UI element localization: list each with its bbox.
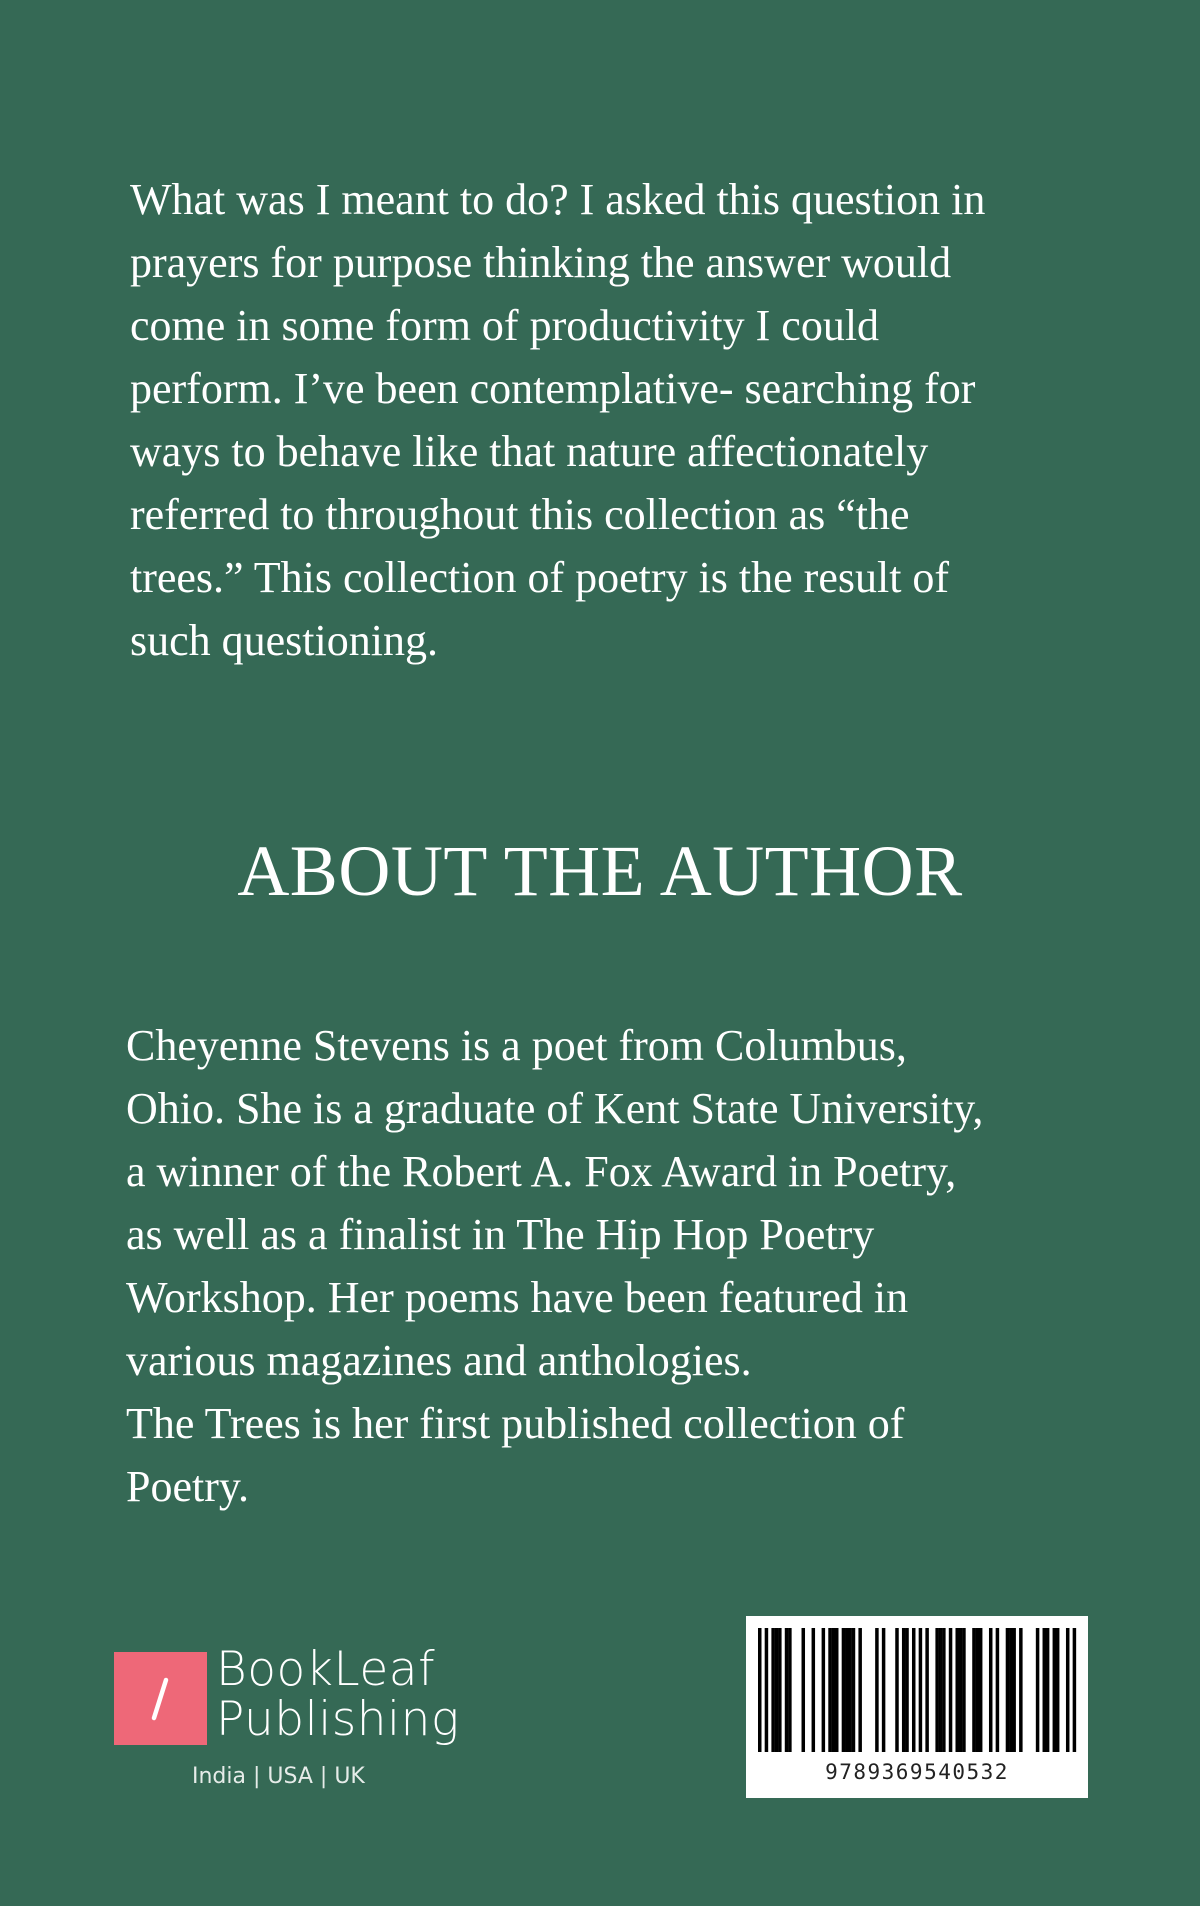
barcode-bar bbox=[1009, 1628, 1013, 1752]
barcode-bar bbox=[976, 1628, 980, 1752]
blurb-line: referred to throughout this collection as “the bbox=[130, 490, 910, 539]
bio-line: The Trees is her first published collection of bbox=[126, 1399, 905, 1448]
barcode-bar bbox=[785, 1628, 789, 1752]
barcode-bar bbox=[919, 1628, 923, 1752]
barcode-bar bbox=[1019, 1628, 1023, 1752]
isbn-number: 9789369540532 bbox=[825, 1760, 1009, 1784]
barcode-bar bbox=[828, 1628, 832, 1752]
barcode-bar bbox=[962, 1628, 966, 1752]
barcode-bar bbox=[882, 1628, 886, 1752]
bio-line: Ohio. She is a graduate of Kent State University, bbox=[126, 1084, 984, 1133]
barcode-bar bbox=[875, 1628, 879, 1752]
barcode-bar bbox=[852, 1628, 856, 1752]
bio-line: various magazines and anthologies. bbox=[126, 1336, 752, 1385]
barcode-bar bbox=[996, 1628, 1000, 1752]
about-author-heading: ABOUT THE AUTHOR bbox=[237, 831, 963, 911]
barcode-bar bbox=[1066, 1628, 1070, 1752]
blurb-line: such questioning. bbox=[130, 616, 438, 665]
barcode-bar bbox=[775, 1628, 779, 1752]
barcode-bar bbox=[758, 1628, 762, 1752]
barcode-bar bbox=[842, 1628, 846, 1752]
barcode-bar bbox=[1053, 1628, 1057, 1752]
barcode-bar bbox=[1036, 1628, 1040, 1752]
barcode-bar bbox=[778, 1628, 782, 1752]
bio-line: Cheyenne Stevens is a poet from Columbus, bbox=[126, 1021, 907, 1070]
isbn-barcode bbox=[746, 1616, 1088, 1798]
bio-line: Poetry. bbox=[126, 1462, 250, 1511]
publisher-name-line1: BookLeaf bbox=[216, 1642, 436, 1697]
barcode-bar bbox=[955, 1628, 959, 1752]
barcode-bar bbox=[902, 1628, 906, 1752]
barcode-bar bbox=[895, 1628, 899, 1752]
barcode-bar bbox=[845, 1628, 849, 1752]
barcode-bar bbox=[1043, 1628, 1047, 1752]
barcode-bar bbox=[979, 1628, 983, 1752]
barcode-bar bbox=[1006, 1628, 1010, 1752]
barcode-bar bbox=[835, 1628, 839, 1752]
bio-line: a winner of the Robert A. Fox Award in Poetry, bbox=[126, 1147, 957, 1196]
barcode-bar bbox=[1012, 1628, 1016, 1752]
author-bio bbox=[126, 1014, 1086, 1518]
barcode-bar bbox=[848, 1628, 852, 1752]
barcode-bar bbox=[949, 1628, 953, 1752]
barcode-bar bbox=[858, 1628, 862, 1752]
barcode-bar bbox=[1046, 1628, 1050, 1752]
barcode-bar bbox=[942, 1628, 946, 1752]
publisher-regions: India | USA | UK bbox=[192, 1764, 365, 1789]
barcode-bar bbox=[925, 1628, 929, 1752]
barcode-bar bbox=[822, 1628, 826, 1752]
barcode-bar bbox=[989, 1628, 993, 1752]
barcode-bar bbox=[771, 1628, 775, 1752]
barcode-bar bbox=[1073, 1628, 1077, 1752]
blurb-line: What was I meant to do? I asked this question in bbox=[130, 175, 986, 224]
book-blurb bbox=[130, 168, 1090, 672]
barcode-bar bbox=[1056, 1628, 1060, 1752]
barcode-bar bbox=[788, 1628, 792, 1752]
barcode-bar bbox=[912, 1628, 916, 1752]
barcode-bar bbox=[935, 1628, 939, 1752]
barcode-bar bbox=[939, 1628, 943, 1752]
bio-line: Workshop. Her poems have been featured in bbox=[126, 1273, 909, 1322]
publisher-name bbox=[216, 1642, 460, 1747]
blurb-line: prayers for purpose thinking the answer would bbox=[130, 238, 952, 287]
bookleaf-logo-icon bbox=[114, 1652, 207, 1745]
barcode-bar bbox=[802, 1628, 806, 1752]
blurb-line: trees.” This collection of poetry is the result of bbox=[130, 553, 950, 602]
blurb-line: ways to behave like that nature affectionately bbox=[130, 427, 929, 476]
barcode-bar bbox=[905, 1628, 909, 1752]
bio-line: as well as a finalist in The Hip Hop Poetry bbox=[126, 1210, 875, 1259]
blurb-line: come in some form of productivity I could bbox=[130, 301, 880, 350]
barcode-bar bbox=[972, 1628, 976, 1752]
barcode-bar bbox=[765, 1628, 769, 1752]
barcode-bar bbox=[959, 1628, 963, 1752]
blurb-line: perform. I’ve been contemplative- searching for bbox=[130, 364, 976, 413]
barcode-bar bbox=[832, 1628, 836, 1752]
publisher-name-line2: Publishing bbox=[216, 1692, 460, 1747]
barcode-bar bbox=[812, 1628, 816, 1752]
